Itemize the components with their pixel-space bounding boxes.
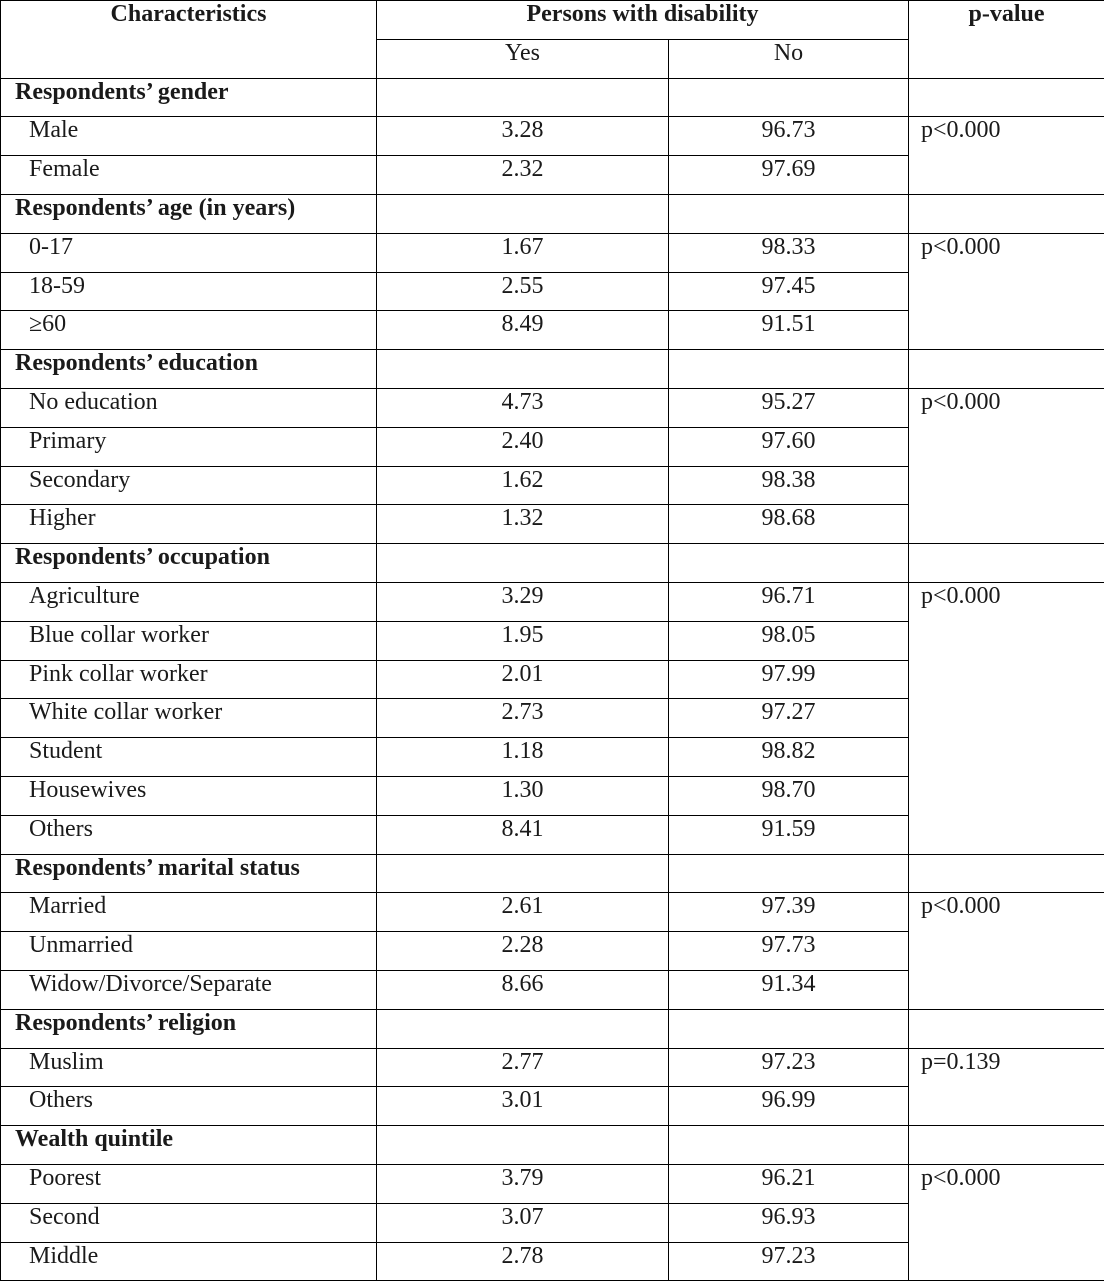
no-value: 98.68: [669, 505, 909, 544]
p-value: p<0.000: [909, 893, 1104, 1009]
section-title: Respondents’ age (in years): [1, 194, 377, 233]
empty-cell: [669, 78, 909, 117]
empty-cell: [377, 78, 669, 117]
no-value: 96.73: [669, 117, 909, 156]
yes-value: 2.55: [377, 272, 669, 311]
empty-cell: [377, 854, 669, 893]
yes-value: 3.07: [377, 1203, 669, 1242]
no-value: 97.39: [669, 893, 909, 932]
table-row: [1, 1048, 1104, 1087]
table-row: [1, 582, 1104, 621]
section-title: Respondents’ education: [1, 350, 377, 389]
no-value: 96.93: [669, 1203, 909, 1242]
no-value: 97.99: [669, 660, 909, 699]
section-row: [1, 350, 1104, 389]
empty-cell: [909, 194, 1104, 233]
header-characteristics: Characteristics: [1, 1, 377, 79]
no-value: 97.73: [669, 932, 909, 971]
yes-value: 8.49: [377, 311, 669, 350]
row-label: ≥60: [1, 311, 377, 350]
yes-value: 3.28: [377, 117, 669, 156]
yes-value: 1.67: [377, 233, 669, 272]
no-value: 98.82: [669, 738, 909, 777]
row-label: Blue collar worker: [1, 621, 377, 660]
yes-value: 1.18: [377, 738, 669, 777]
no-value: 96.71: [669, 582, 909, 621]
row-label: 0-17: [1, 233, 377, 272]
empty-cell: [669, 194, 909, 233]
yes-value: 8.41: [377, 815, 669, 854]
yes-value: 1.95: [377, 621, 669, 660]
empty-cell: [909, 854, 1104, 893]
no-value: 96.21: [669, 1164, 909, 1203]
p-value: p<0.000: [909, 388, 1104, 543]
header-no: No: [669, 39, 909, 78]
row-label: Pink collar worker: [1, 660, 377, 699]
row-label: Male: [1, 117, 377, 156]
p-value: p<0.000: [909, 233, 1104, 349]
section-title: Respondents’ marital status: [1, 854, 377, 893]
yes-value: 8.66: [377, 970, 669, 1009]
row-label: Secondary: [1, 466, 377, 505]
no-value: 98.38: [669, 466, 909, 505]
yes-value: 1.30: [377, 776, 669, 815]
row-label: White collar worker: [1, 699, 377, 738]
row-label: Primary: [1, 427, 377, 466]
yes-value: 4.73: [377, 388, 669, 427]
section-row: [1, 78, 1104, 117]
p-value: p<0.000: [909, 1164, 1104, 1280]
table-row: [1, 388, 1104, 427]
yes-value: 2.61: [377, 893, 669, 932]
empty-cell: [909, 78, 1104, 117]
row-label: Others: [1, 1087, 377, 1126]
yes-value: 2.40: [377, 427, 669, 466]
section-row: [1, 544, 1104, 583]
row-label: Agriculture: [1, 582, 377, 621]
yes-value: 2.28: [377, 932, 669, 971]
row-label: Unmarried: [1, 932, 377, 971]
yes-value: 1.32: [377, 505, 669, 544]
empty-cell: [377, 194, 669, 233]
empty-cell: [669, 544, 909, 583]
row-label: Others: [1, 815, 377, 854]
no-value: 91.59: [669, 815, 909, 854]
no-value: 97.23: [669, 1242, 909, 1281]
section-title: Respondents’ occupation: [1, 544, 377, 583]
no-value: 98.05: [669, 621, 909, 660]
yes-value: 2.77: [377, 1048, 669, 1087]
table-row: [1, 233, 1104, 272]
yes-value: 2.73: [377, 699, 669, 738]
yes-value: 3.29: [377, 582, 669, 621]
section-row: [1, 854, 1104, 893]
p-value: p<0.000: [909, 117, 1104, 195]
empty-cell: [377, 1009, 669, 1048]
section-title: Respondents’ religion: [1, 1009, 377, 1048]
p-value: p=0.139: [909, 1048, 1104, 1126]
empty-cell: [669, 1009, 909, 1048]
row-label: Higher: [1, 505, 377, 544]
empty-cell: [669, 350, 909, 389]
row-label: No education: [1, 388, 377, 427]
row-label: Widow/Divorce/Separate: [1, 970, 377, 1009]
no-value: 91.34: [669, 970, 909, 1009]
table-row: [1, 117, 1104, 156]
yes-value: 3.79: [377, 1164, 669, 1203]
no-value: 97.60: [669, 427, 909, 466]
empty-cell: [669, 1126, 909, 1165]
empty-cell: [909, 1009, 1104, 1048]
no-value: 98.33: [669, 233, 909, 272]
no-value: 97.27: [669, 699, 909, 738]
empty-cell: [909, 1126, 1104, 1165]
p-value: p<0.000: [909, 582, 1104, 854]
no-value: 97.23: [669, 1048, 909, 1087]
yes-value: 1.62: [377, 466, 669, 505]
empty-cell: [377, 544, 669, 583]
section-title: Wealth quintile: [1, 1126, 377, 1165]
section-title: Respondents’ gender: [1, 78, 377, 117]
row-label: Poorest: [1, 1164, 377, 1203]
yes-value: 2.32: [377, 156, 669, 195]
row-label: Female: [1, 156, 377, 195]
no-value: 97.69: [669, 156, 909, 195]
empty-cell: [377, 1126, 669, 1165]
table-row: [1, 893, 1104, 932]
yes-value: 2.78: [377, 1242, 669, 1281]
row-label: Housewives: [1, 776, 377, 815]
header-yes: Yes: [377, 39, 669, 78]
no-value: 96.99: [669, 1087, 909, 1126]
section-row: [1, 194, 1104, 233]
no-value: 91.51: [669, 311, 909, 350]
table-body: [1, 78, 1104, 1281]
no-value: 98.70: [669, 776, 909, 815]
yes-value: 3.01: [377, 1087, 669, 1126]
row-label: Married: [1, 893, 377, 932]
section-row: [1, 1009, 1104, 1048]
row-label: Muslim: [1, 1048, 377, 1087]
header-p-value: p-value: [909, 1, 1104, 79]
empty-cell: [669, 854, 909, 893]
no-value: 95.27: [669, 388, 909, 427]
table-row: [1, 1164, 1104, 1203]
yes-value: 2.01: [377, 660, 669, 699]
row-label: Second: [1, 1203, 377, 1242]
no-value: 97.45: [669, 272, 909, 311]
empty-cell: [377, 350, 669, 389]
header-persons-with-disability: Persons with disability: [377, 1, 909, 40]
section-row: [1, 1126, 1104, 1165]
empty-cell: [909, 544, 1104, 583]
row-label: 18-59: [1, 272, 377, 311]
row-label: Student: [1, 738, 377, 777]
empty-cell: [909, 350, 1104, 389]
row-label: Middle: [1, 1242, 377, 1281]
